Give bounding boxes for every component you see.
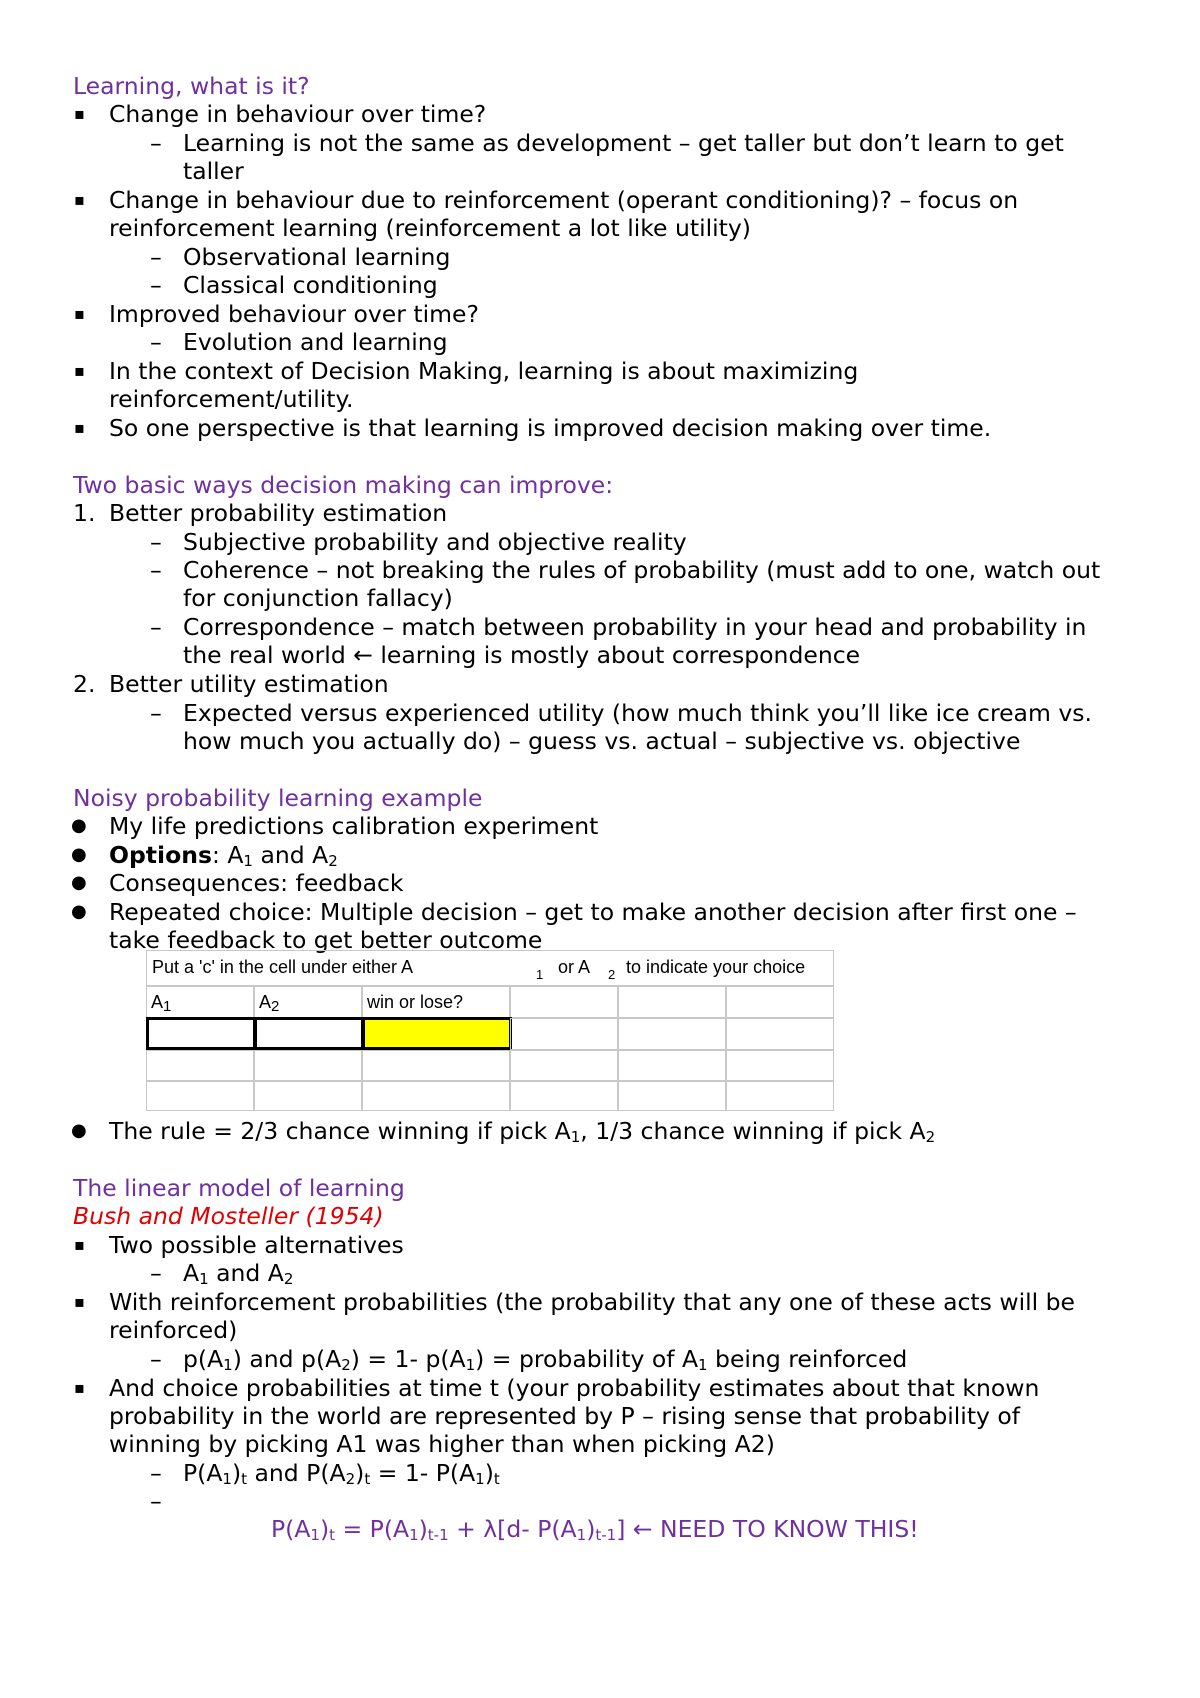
caption-text: or A <box>558 957 591 977</box>
subscript: 1 <box>223 1356 233 1374</box>
bullet-square: ▪ <box>74 1235 85 1254</box>
bullet-text: Expected versus experienced utility (how much think you’ll like ice cream vs. <box>183 699 1092 727</box>
header-cell-a1 <box>146 986 254 1018</box>
header-cell-win-or-lose: win or lose? <box>362 986 510 1018</box>
bullet-square: ▪ <box>74 1378 85 1397</box>
text-run: A <box>259 992 272 1012</box>
bullet-square: ▪ <box>74 304 85 323</box>
table-cell <box>726 1050 834 1081</box>
subscript: t <box>241 1470 248 1488</box>
subscript: 1 <box>576 1526 587 1544</box>
bullet-text: taller <box>183 157 244 185</box>
bullet-text: winning by picking A1 was higher than when picking A2) <box>109 1430 775 1458</box>
text-run: p(A <box>183 1345 224 1373</box>
choice-input-a1[interactable] <box>146 1017 256 1050</box>
bullet-text <box>183 1459 500 1487</box>
subscript: t-1 <box>595 1526 617 1544</box>
text-run: being reinforced <box>707 1345 908 1373</box>
bullet-text: Correspondence – match between probability in your head and probability in <box>183 613 1087 641</box>
choice-input-a2[interactable] <box>254 1017 364 1050</box>
list-item-text: Better utility estimation <box>109 670 389 698</box>
subscript: 1 <box>199 1270 209 1288</box>
bullet-square: ▪ <box>74 104 85 123</box>
text-run: + λ[d- P(A <box>448 1515 577 1543</box>
header-cell-a2 <box>254 986 362 1018</box>
bullet-text: Coherence – not breaking the rules of probability (must add to one, watch out <box>183 556 1101 584</box>
subscript: 1 <box>475 1470 485 1488</box>
table-cell <box>254 1081 362 1111</box>
bullet-dash: – <box>150 328 162 356</box>
table-cell <box>618 1050 726 1081</box>
bullet-text <box>109 1117 935 1145</box>
bullet-dash: – <box>150 271 162 299</box>
learning-equation <box>271 1515 919 1543</box>
text-run: P(A <box>183 1459 223 1487</box>
bullet-text: Change in behaviour over time? <box>109 100 487 128</box>
text-run: A <box>183 1259 200 1287</box>
table-cell <box>618 1018 726 1050</box>
bullet-text: And choice probabilities at time t (your probability estimates about that known <box>109 1374 1040 1402</box>
text-run: ) = 1- p(A <box>350 1345 466 1373</box>
bullet-text <box>109 841 338 869</box>
heading-linear-model: The linear model of learning <box>73 1174 405 1202</box>
bullet-square: ▪ <box>74 190 85 209</box>
bullet-dot: ● <box>71 844 87 865</box>
bullet-dash: – <box>150 1487 162 1515</box>
bullet-text: Learning is not the same as development – get taller but don’t learn to get <box>183 129 1064 157</box>
bullet-text: take feedback to get better outcome <box>109 926 543 954</box>
text-run: ] ← NEED TO KNOW THIS! <box>616 1515 919 1543</box>
bullet-text: So one perspective is that learning is improved decision making over time. <box>109 414 992 442</box>
caption-text: to indicate your choice <box>626 957 806 977</box>
bullet-text: In the context of Decision Making, learning is about maximizing <box>109 357 859 385</box>
caption-subscript: 2 <box>608 967 616 982</box>
subscript: 1 <box>698 1356 708 1374</box>
subscript: t-1 <box>427 1526 449 1544</box>
bullet-text: Classical conditioning <box>183 271 438 299</box>
heading-learning-what-is-it: Learning, what is it? <box>73 72 310 100</box>
bullet-square: ▪ <box>74 1292 85 1311</box>
table-cell <box>510 1050 618 1081</box>
table-cell <box>146 1050 254 1081</box>
bullet-text: Subjective probability and objective reality <box>183 528 687 556</box>
bullet-text: Repeated choice: Multiple decision – get to make another decision after first one – <box>109 898 1077 926</box>
table-cell <box>510 986 618 1018</box>
text-run: ) = probability of A <box>475 1345 699 1373</box>
table-cell <box>362 1050 510 1081</box>
heading-noisy-probability: Noisy probability learning example <box>73 784 483 812</box>
subscript: 2 <box>345 1470 356 1488</box>
bullet-text: reinforcement learning (reinforcement a lot like utility) <box>109 214 751 242</box>
text-run: P(A <box>271 1515 311 1543</box>
bullet-text: My life predictions calibration experiment <box>109 812 599 840</box>
subscript: t <box>329 1526 336 1544</box>
subscript: 1 <box>465 1356 476 1374</box>
subscript: 2 <box>271 998 280 1015</box>
subscript: 2 <box>341 1356 351 1374</box>
bullet-text: how much you actually do) – guess vs. actual – subjective vs. objective <box>183 727 1021 755</box>
table-cell <box>726 1018 834 1050</box>
bullet-text: Change in behaviour due to reinforcement (operant conditioning)? – focus on <box>109 186 1019 214</box>
bullet-text: the real world ← learning is mostly about correspondence <box>183 641 861 669</box>
subscript: t <box>493 1470 500 1488</box>
table-cell <box>146 1081 254 1111</box>
list-item-text: Better probability estimation <box>109 499 448 527</box>
subscript: 2 <box>328 852 338 870</box>
text-run: ) <box>355 1459 365 1487</box>
bullet-square: ▪ <box>74 361 85 380</box>
bullet-dash: – <box>150 1459 162 1487</box>
bullet-text: Two possible alternatives <box>109 1231 404 1259</box>
bullet-text: With reinforcement probabilities (the probability that any one of these acts will be <box>109 1288 1076 1316</box>
table-cell <box>254 1050 362 1081</box>
table-cell <box>726 986 834 1018</box>
bullet-text <box>183 1345 907 1373</box>
bullet-dash: – <box>150 528 162 556</box>
bullet-text: Observational learning <box>183 243 451 271</box>
text-run: ) <box>418 1515 428 1543</box>
text-run: ) and p(A <box>232 1345 342 1373</box>
list-number: 2. <box>73 670 96 698</box>
text-run: , 1/3 chance winning if pick A <box>580 1117 926 1145</box>
table-cell <box>510 1018 618 1050</box>
subscript: t <box>364 1470 371 1488</box>
heading-two-basic-ways: Two basic ways decision making can improve: <box>73 471 614 499</box>
citation: Bush and Mosteller (1954) <box>73 1202 384 1230</box>
bullet-dash: – <box>150 243 162 271</box>
text-run: = 1- P(A <box>370 1459 476 1487</box>
text-run: : A <box>211 841 244 869</box>
subscript: 1 <box>409 1526 419 1544</box>
bullet-dash: – <box>150 1259 162 1287</box>
text-run: ) <box>586 1515 596 1543</box>
caption-text: Put a 'c' in the cell under either A <box>152 957 414 977</box>
bullet-dot: ● <box>71 815 87 836</box>
text-run: The rule = 2/3 chance winning if pick A <box>109 1117 571 1145</box>
win-or-lose-cell[interactable] <box>362 1017 512 1050</box>
bullet-square: ▪ <box>74 418 85 437</box>
bullet-text: reinforced) <box>109 1316 238 1344</box>
subscript: 1 <box>570 1128 581 1146</box>
subscript: 1 <box>163 998 172 1015</box>
bullet-text <box>183 1259 293 1287</box>
bullet-text: Evolution and learning <box>183 328 448 356</box>
bullet-text: for conjunction fallacy) <box>183 584 453 612</box>
caption-subscript: 1 <box>536 967 544 982</box>
bullet-text: Improved behaviour over time? <box>109 300 479 328</box>
text-run: A <box>151 992 164 1012</box>
subscript: 1 <box>243 852 253 870</box>
bullet-text: probability in the world are represented by P – rising sense that probability of <box>109 1402 1021 1430</box>
bullet-dot: ● <box>71 872 87 893</box>
table-cell <box>726 1081 834 1111</box>
subscript: 2 <box>283 1270 294 1288</box>
table-cell <box>362 1081 510 1111</box>
bullet-dot: ● <box>71 1120 87 1141</box>
bullet-text: reinforcement/utility. <box>109 385 354 413</box>
options-label: Options <box>109 841 212 869</box>
text-run: and A <box>208 1259 284 1287</box>
list-number: 1. <box>73 499 96 527</box>
text-run: ) <box>231 1459 242 1487</box>
text-run: ) <box>484 1459 494 1487</box>
bullet-dash: – <box>150 556 162 584</box>
bullet-dot: ● <box>71 901 87 922</box>
bullet-dash: – <box>150 699 162 727</box>
subscript: 1 <box>310 1526 320 1544</box>
table-cell <box>510 1081 618 1111</box>
subscript: 2 <box>925 1128 936 1146</box>
text-run: and A <box>252 841 329 869</box>
table-cell <box>618 1081 726 1111</box>
text-run: and P(A <box>247 1459 346 1487</box>
bullet-dash: – <box>150 613 162 641</box>
bullet-dash: – <box>150 129 162 157</box>
subscript: 1 <box>222 1470 232 1488</box>
table-cell <box>618 986 726 1018</box>
bullet-dash: – <box>150 1345 162 1373</box>
text-run: = P(A <box>335 1515 410 1543</box>
text-run: ) <box>319 1515 330 1543</box>
bullet-text: Consequences: feedback <box>109 869 404 897</box>
